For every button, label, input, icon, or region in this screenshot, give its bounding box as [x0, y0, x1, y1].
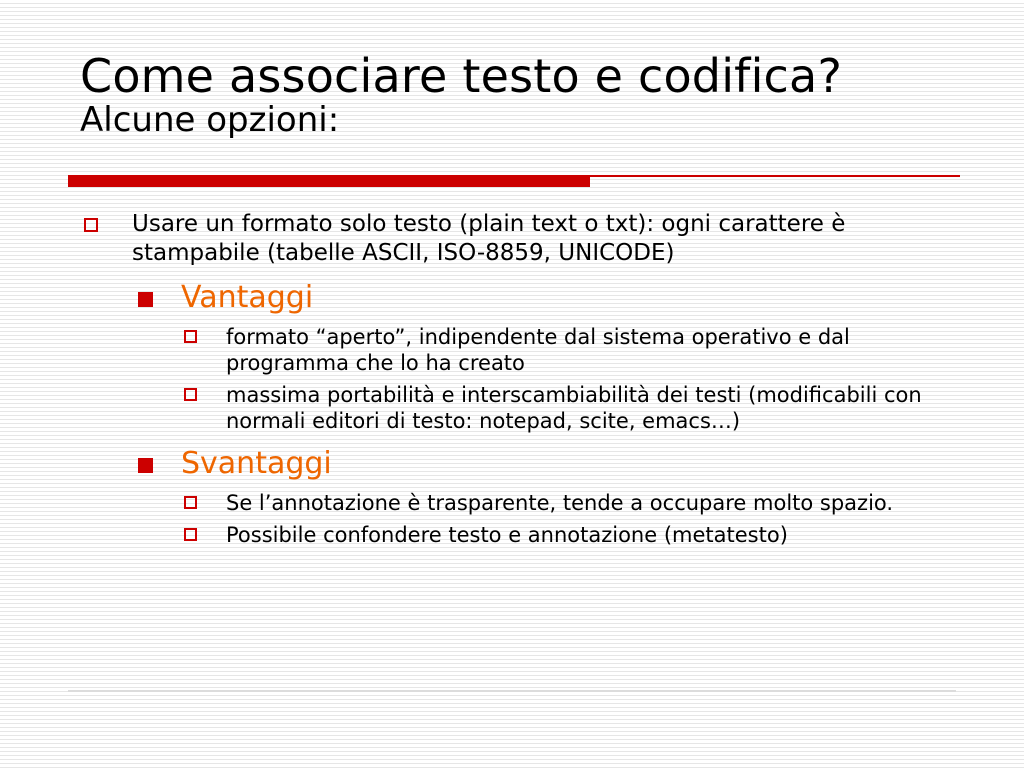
filled-square-bullet-icon [138, 458, 153, 473]
slide-title: Come associare testo e codifica? [80, 49, 843, 103]
svantaggi-item [0, 522, 946, 548]
vantaggi-item-text: formato “aperto”, indipendente dal sistema operativo e dal programma che lo ha creato [226, 325, 850, 375]
title-rule-thick [68, 175, 590, 187]
svantaggi-item-text: Possibile confondere testo e annotazione (metatesto) [226, 523, 788, 547]
heading-svantaggi [0, 446, 1024, 482]
svantaggi-item-text: Se l’annotazione è trasparente, tende a occupare molto spazio. [226, 491, 894, 515]
footer-rule [68, 690, 956, 692]
title-rule-thin [590, 175, 960, 177]
vantaggi-item [0, 382, 946, 434]
hollow-square-bullet-icon [84, 218, 98, 232]
title-block [80, 49, 1000, 140]
hollow-square-bullet-icon [184, 528, 197, 541]
bullet-main-text: Usare un formato solo testo (plain text o txt): ogni carattere è stampabile (tabelle ASCII, ISO-8859, UNICODE) [132, 211, 846, 266]
hollow-square-bullet-icon [184, 388, 197, 401]
bullet-main [0, 210, 892, 268]
vantaggi-item-text: massima portabilità e interscambiabilità dei testi (modificabili con normali editori di testo: notepad, scite, emacs…) [226, 383, 922, 433]
hollow-square-bullet-icon [184, 330, 197, 343]
heading-svantaggi-label: Svantaggi [181, 446, 332, 481]
heading-vantaggi-label: Vantaggi [181, 280, 314, 315]
vantaggi-item [0, 324, 946, 376]
filled-square-bullet-icon [138, 292, 153, 307]
heading-vantaggi [0, 280, 1024, 316]
slide-content [0, 210, 1024, 548]
svantaggi-item [0, 490, 946, 516]
slide-subtitle: Alcune opzioni: [80, 99, 340, 140]
hollow-square-bullet-icon [184, 496, 197, 509]
